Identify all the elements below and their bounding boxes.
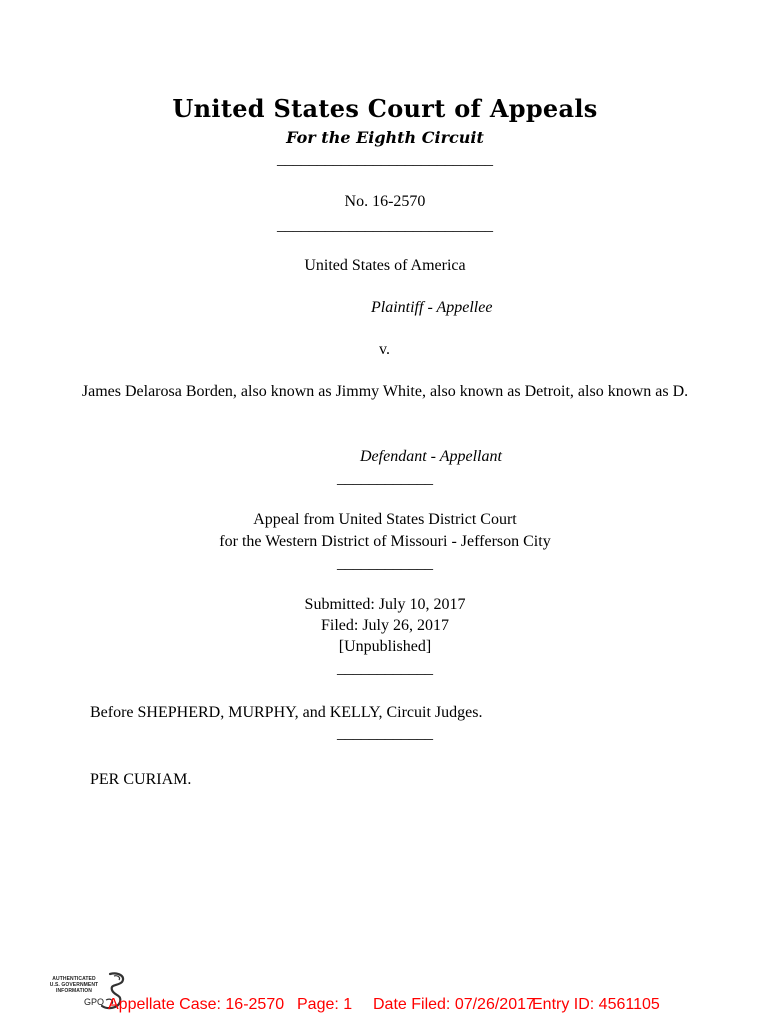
plaintiff-role: Plaintiff - Appellee [371,299,493,316]
submitted-date: Submitted: July 10, 2017 [304,596,466,613]
panel-rule: ____________ [337,725,433,742]
defendant-name: James Delarosa Borden, also known as Jimmy White, also known as Detroit, also known as D. [81,383,689,400]
appeal-line-2: for the Western District of Missouri - Jefferson City [219,533,551,550]
circuit-name: For the Eighth Circuit [286,128,484,147]
footer-entry-id: Entry ID: 4561105 [532,996,660,1013]
gpo-label: GPO [84,997,105,1007]
header-rule-1: ___________________________ [277,151,493,168]
defendant-role: Defendant - Appellant [360,448,502,465]
per-curiam: PER CURIAM. [90,771,192,788]
filed-date: Filed: July 26, 2017 [320,617,449,634]
court-name: United States Court of Appeals [172,94,598,123]
versus: v. [379,341,390,358]
seal-text: AUTHENTICATED U.S. GOVERNMENT INFORMATION [49,976,99,994]
footer-date-filed: Date Filed: 07/26/2017 [373,996,535,1013]
panel-judges: Before SHEPHERD, MURPHY, and KELLY, Circuit Judges. [90,704,483,721]
footer-page: Page: 1 [297,996,353,1013]
appeal-rule: ____________ [337,555,433,572]
appeal-line-1: Appeal from United States District Court [253,511,517,528]
dates-rule: ____________ [337,660,433,677]
case-number: No. 16-2570 [344,193,426,210]
plaintiff-name: United States of America [304,257,466,274]
publication-status: [Unpublished] [338,638,432,655]
footer-case: Appellate Case: 16-2570 [108,996,285,1013]
parties-rule: ____________ [337,470,433,487]
header-rule-2: ___________________________ [277,217,493,234]
